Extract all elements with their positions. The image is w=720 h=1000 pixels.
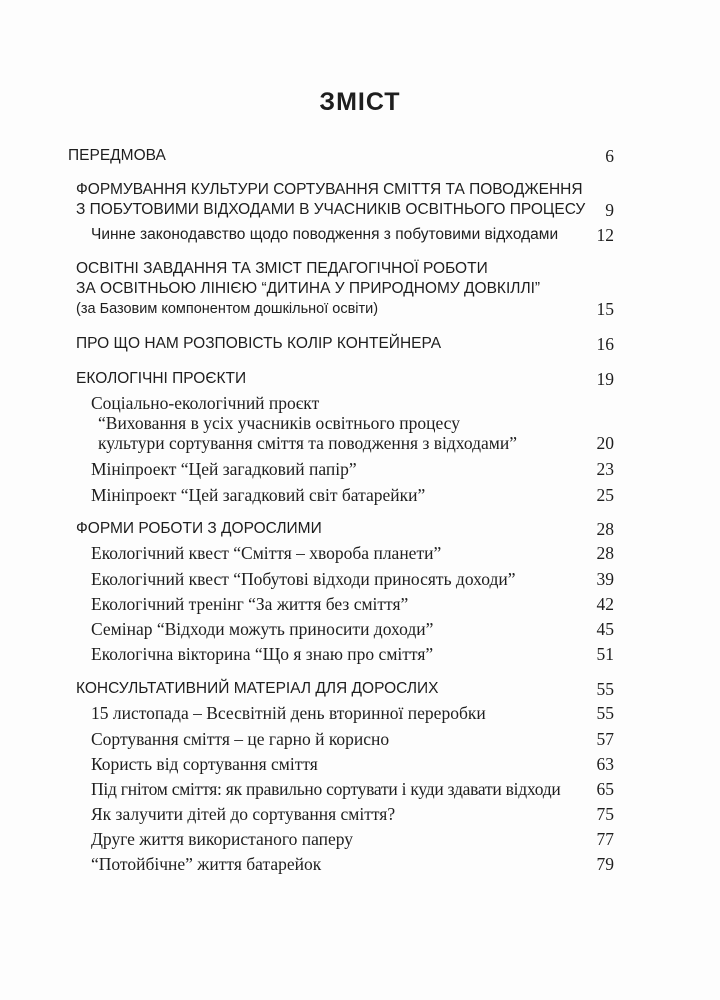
toc-page-number: 79 xyxy=(596,854,614,874)
toc-entry-training: Екологічний тренінг “За життя без сміття” xyxy=(91,594,409,614)
toc-page-number: 23 xyxy=(596,459,614,479)
toc-page-number: 45 xyxy=(596,619,614,639)
toc-entry-section-2-line-2: ЗА ОСВІТНЬОЮ ЛІНІЄЮ “ДИТИНА У ПРИРОДНОМУ ДОВКІЛЛІ” xyxy=(76,280,541,297)
toc-entry-miniproject-paper: Мініпроект “Цей загадковий папір” xyxy=(91,459,357,479)
toc-entry-miniproject-battery: Мініпроект “Цей загадковий світ батарейки” xyxy=(91,485,426,505)
toc-entry-under-pressure: Під гнітом сміття: як правильно сортувати і куди здавати відходи xyxy=(91,779,561,799)
toc-entry-section-2-line-3: (за Базовим компонентом дошкільної освіти) xyxy=(76,301,379,317)
toc-entry-sorting-benefit: Користь від сортування сміття xyxy=(91,754,318,774)
toc-entry-project-line-1: Соціально-екологічний проєкт xyxy=(91,393,320,413)
toc-page-number: 51 xyxy=(596,644,614,664)
toc-page-number: 6 xyxy=(605,146,614,166)
toc-entry-section-2-line-1: ОСВІТНІ ЗАВДАННЯ ТА ЗМІСТ ПЕДАГОГІЧНОЇ РОБОТИ xyxy=(76,260,488,277)
toc-entry-project-line-2: “Виховання в усіх учасників освітнього процесу xyxy=(98,413,460,433)
toc-entry-paper-second-life: Друге життя використаного паперу xyxy=(91,829,354,849)
toc-entry-section-4: ЕКОЛОГІЧНІ ПРОЄКТИ xyxy=(76,370,247,387)
toc-page-number: 28 xyxy=(596,519,614,539)
toc-page-number: 55 xyxy=(596,679,614,699)
toc-page-number: 25 xyxy=(596,485,614,505)
toc-entry-batteries-afterlife: “Потойбічне” життя батарейок xyxy=(91,854,322,874)
toc-entry-section-5: ФОРМИ РОБОТИ З ДОРОСЛИМИ xyxy=(76,520,322,537)
toc-page-number: 9 xyxy=(605,200,614,220)
toc-entry-quest-1: Екологічний квест “Сміття – хвороба планети” xyxy=(91,543,442,563)
toc-entry-involve-children: Як залучити дітей до сортування сміття? xyxy=(91,804,396,824)
toc-page-number: 77 xyxy=(596,829,614,849)
toc-entry-sorting-good: Сортування сміття – це гарно й корисно xyxy=(91,729,390,749)
toc-entry-section-3: ПРО ЩО НАМ РОЗПОВІСТЬ КОЛІР КОНТЕЙНЕРА xyxy=(76,335,442,352)
toc-entry-section-1-line-1: ФОРМУВАННЯ КУЛЬТУРИ СОРТУВАННЯ СМІТТЯ ТА ПОВОДЖЕННЯ xyxy=(76,181,583,198)
toc-page-number: 28 xyxy=(596,543,614,563)
toc-page-number: 12 xyxy=(596,225,614,245)
toc-entry-preface: ПЕРЕДМОВА xyxy=(68,147,166,164)
toc-entry-quiz: Екологічна вікторина “Що я знаю про сміття” xyxy=(91,644,434,664)
toc-entry-recycling-day: 15 листопада – Всесвітній день вторинної переробки xyxy=(91,703,486,723)
toc-page-number: 19 xyxy=(596,369,614,389)
toc-page-number: 39 xyxy=(596,569,614,589)
toc-page-number: 55 xyxy=(596,703,614,723)
toc-entry-legislation: Чинне законодавство щодо поводження з побутовими відходами xyxy=(91,226,559,243)
toc-page-number: 65 xyxy=(596,779,614,799)
toc-page-number: 20 xyxy=(596,433,614,453)
toc-entry-section-1-line-2: З ПОБУТОВИМИ ВІДХОДАМИ В УЧАСНИКІВ ОСВІТНЬОГО ПРОЦЕСУ xyxy=(76,201,586,218)
toc-page-number: 15 xyxy=(596,299,614,319)
toc-page-number: 42 xyxy=(596,594,614,614)
toc-page-number: 57 xyxy=(596,729,614,749)
toc-page-number: 75 xyxy=(596,804,614,824)
toc-entry-project-line-3: культури сортування сміття та поводження з відходами” xyxy=(98,433,518,453)
toc-entry-section-6: КОНСУЛЬТАТИВНИЙ МАТЕРІАЛ ДЛЯ ДОРОСЛИХ xyxy=(76,680,439,697)
page-title: ЗМІСТ xyxy=(319,88,401,116)
toc-page-number: 63 xyxy=(596,754,614,774)
toc-entry-quest-2: Екологічний квест “Побутові відходи приносять доходи” xyxy=(91,569,516,589)
toc-page-number: 16 xyxy=(596,334,614,354)
toc-entry-seminar: Семінар “Відходи можуть приносити доходи” xyxy=(91,619,434,639)
